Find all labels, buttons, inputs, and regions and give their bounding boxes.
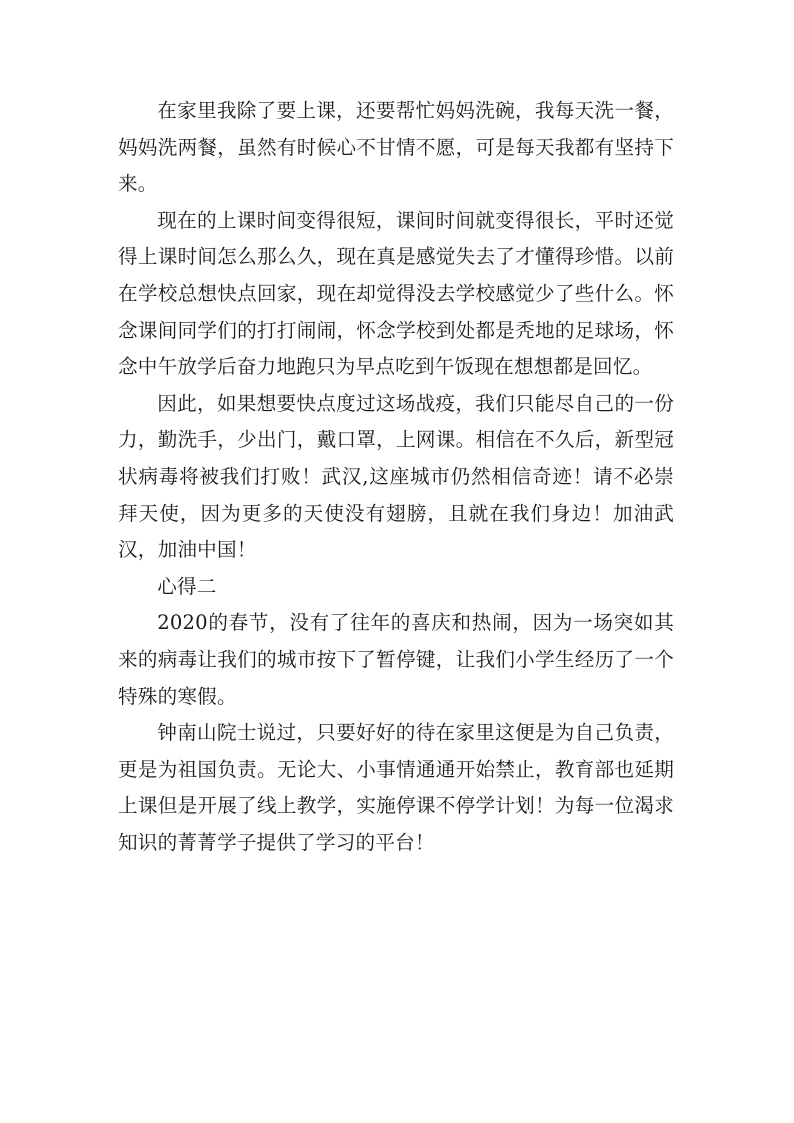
document-page <box>118 93 674 861</box>
paragraph-housework: 在家里我除了要上课，还要帮忙妈妈洗碗，我每天洗一餐，妈妈洗两餐，虽然有时候心不甘情不愿，可是每天我都有坚持下来。 <box>118 99 674 196</box>
paragraph-online-learning: 钟南山院士说过，只要好好的待在家里这便是为自己负责，更是为祖国负责。无论大、小事情通通开始禁止，教育部也延期上课但是开展了线上教学，实施停课不停学计划！为每一位渴求知识的菁菁学子提供了学习的平台！ <box>118 721 674 854</box>
section-heading: 心得二 <box>157 574 217 598</box>
paragraph-class-time: 现在的上课时间变得很短，课间时间就变得很长，平时还觉得上课时间怎么那么久，现在真是感觉失去了才懂得珍惜。以前在学校总想快点回家，现在却觉得没去学校感觉少了些什么。怀念课间同学们的打打闹闹，怀念学校到处都是秃地的足球场，怀念中午放学后奋力地跑只为早点吃到午饭现在想想都是回忆。 <box>118 208 674 379</box>
paragraph-spring-festival: 2020的春节，没有了往年的喜庆和热闹，因为一场突如其来的病毒让我们的城市按下了暂停键，让我们小学生经历了一个特殊的寒假。 <box>118 611 674 708</box>
paragraph-fight-epidemic: 因此，如果想要快点度过这场战疫，我们只能尽自己的一份力，勤洗手，少出门，戴口罩，上网课。相信在不久后，新型冠状病毒将被我们打败！武汉,这座城市仍然相信奇迹！请不必崇拜天使，因为更多的天使没有翅膀，且就在我们身边！加油武汉，加油中国！ <box>118 391 674 562</box>
